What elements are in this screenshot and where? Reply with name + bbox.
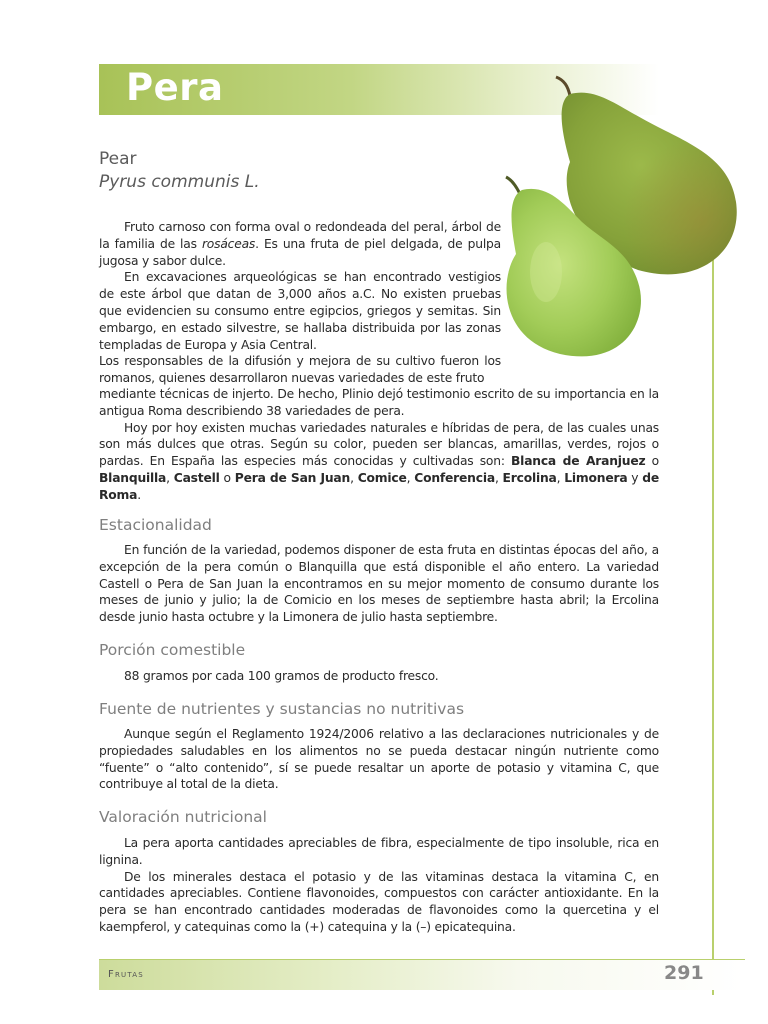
fuente-paragraph: Aunque según el Reglamento 1924/2006 relativo a las declaraciones nutricionales y de propiedades saludables en los alimentos no se pueda destacar ningún nutriente como “fuente” o “alto contenido”, sí se puede resaltar un aporte de potasio y vitamina C, que contribuye al total de la dieta. — [99, 727, 659, 792]
intro-text-full — [99, 386, 659, 504]
footer — [99, 960, 745, 990]
valoracion-paragraph-2: De los minerales destaca el potasio y de las vitaminas destaca la vitamina C, en cantidades apreciables. Contiene flavonoides, compuestos con carácter antioxidante. En la pera se han encontrado cantidades moderadas de flavonoides como la quercetina y el kaempferol, y catequinas como la (+) catequina y la (–) epicatequina. — [99, 869, 659, 934]
footer-section-label: Frutas — [108, 969, 144, 980]
english-name: Pear — [99, 149, 137, 169]
scientific-name: Pyrus communis L. — [99, 172, 260, 192]
intro-paragraph-2: En excavaciones arqueológicas se han encontrado vestigios de este árbol que datan de 3,000 años a.C. No existen pruebas que evidencien su consumo entre egipcios, griegos y semitas. Sin embargo, en estado silvestre, se hallaba distribuida por las zonas templadas de Europa y Asia Central. — [99, 270, 501, 352]
heading-fuente-nutrientes: Fuente de nutrientes y sustancias no nutritivas — [99, 700, 465, 718]
page-number: 291 — [664, 962, 704, 984]
page-title: Pera — [126, 66, 224, 109]
intro-paragraph-4: mediante técnicas de injerto. De hecho, Plinio dejó testimonio escrito de su importancia en la antigua Roma describiendo 38 variedades de pera. — [99, 387, 659, 418]
section-porcion-comestible — [99, 668, 659, 685]
intro-paragraph-5: Hoy por hoy existen muchas variedades naturales e híbridas de pera, de las cuales unas son más dulces que otras. Según su color, pueden ser blancas, amarillas, verdes, rojos o pardas. En España las especies más conocidas y cultivadas son: Blanca de Aranjuez o Blanquilla, Castell o Pera de San Juan, Comice, Conferencia, Ercolina, Limonera y de Roma. — [99, 420, 660, 502]
section-valoracion-nutricional — [99, 835, 659, 936]
heading-valoracion-nutricional: Valoración nutricional — [99, 808, 267, 826]
valoracion-paragraph-1: La pera aporta cantidades apreciables de fibra, especialmente de tipo insoluble, rica en lignina. — [99, 836, 659, 867]
intro-paragraph-3: Los responsables de la difusión y mejora de su cultivo fueron los romanos, quienes desarrollaron nuevas variedades de este fruto — [99, 354, 501, 386]
intro-text-top — [99, 219, 501, 387]
pear-illustration — [498, 72, 743, 372]
section-fuente-nutrientes — [99, 726, 659, 793]
heading-porcion-comestible: Porción comestible — [99, 641, 246, 659]
intro-paragraph-1: Fruto carnoso con forma oval o redondeada del peral, árbol de la familia de las rosáceas. Es una fruta de piel delgada, de pulpa jugosa y sabor dulce. — [99, 220, 501, 268]
section-estacionalidad — [99, 542, 659, 626]
porcion-paragraph: 88 gramos por cada 100 gramos de producto fresco. — [124, 669, 439, 683]
estacionalidad-paragraph: En función de la variedad, podemos disponer de esta fruta en distintas épocas del año, a excepción de la pera común o Blanquilla que está disponible el año entero. La variedad Castell o Pera de San Juan la encontramos en su mejor momento de consumo durante los meses de junio y julio; la de Comicio en los meses de septiembre hasta abril; la Ercolina desde junio hasta octubre y la Limonera de julio hasta septiembre. — [99, 543, 659, 625]
heading-estacionalidad: Estacionalidad — [99, 516, 212, 534]
